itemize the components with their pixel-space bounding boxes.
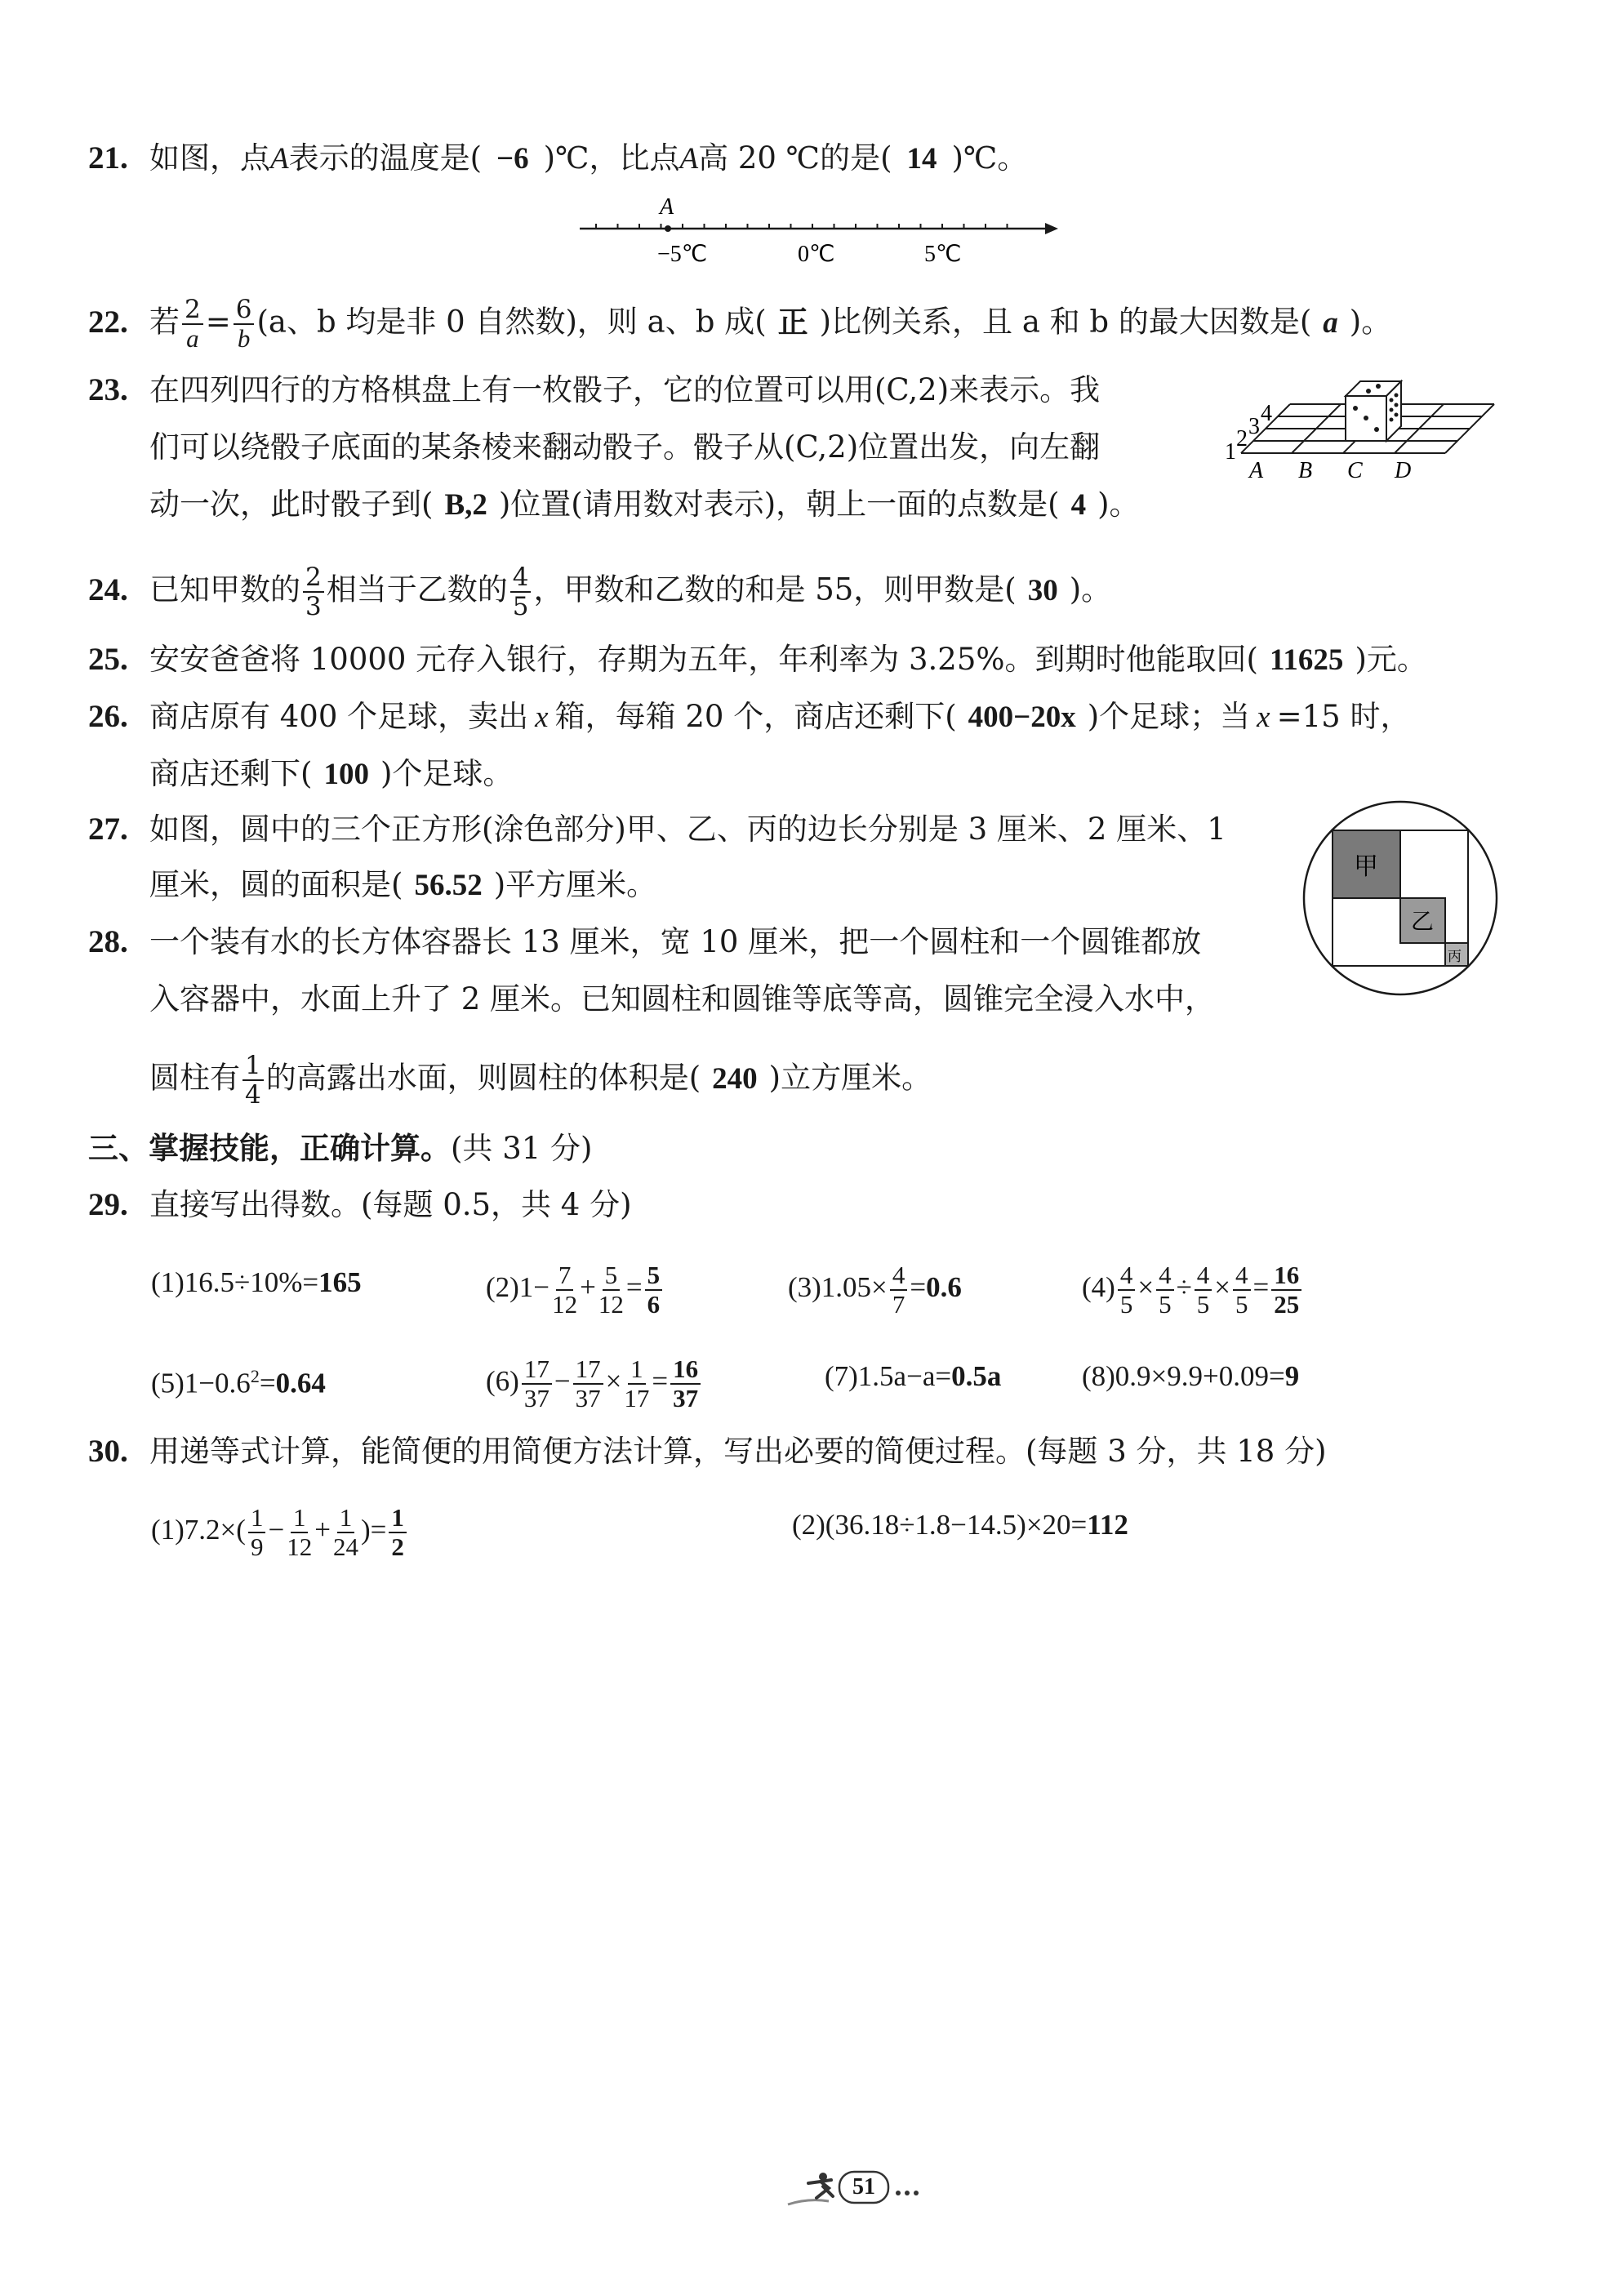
question-28: 28. 一个装有水的长方体容器长 13 厘米，宽 10 厘米，把一个圆柱和一个圆锥都放 xyxy=(88,921,1201,963)
question-25: 25. 安安爸爸将 10000 元存入银行，存期为五年，年利率为 3.25%。到期时他能取回( 11625 )元。 xyxy=(88,638,1427,682)
question-30: 30. 用递等式计算，能简便的用简便方法计算，写出必要的简便过程。(每题 3 分，共 18 分) xyxy=(88,1430,1327,1473)
svg-text:丙: 丙 xyxy=(1448,949,1462,964)
fraction: $\frac{2}{a}$ xyxy=(182,296,203,353)
answer: −6 xyxy=(496,142,529,176)
fraction: $\frac{2}{3}$ xyxy=(303,563,324,621)
answer: B,2 xyxy=(444,488,487,522)
fraction: $\frac{6}{b}$ xyxy=(234,296,255,353)
calc-item-5: $(5)1-0.6^2=0.64$ xyxy=(151,1366,326,1399)
question-number: 23. xyxy=(88,372,128,407)
question-27: 27. 如图，圆中的三个正方形(涂色部分)甲、乙、丙的边长分别是 3 厘米、2 厘米、1 xyxy=(88,808,1226,851)
svg-text:甲: 甲 xyxy=(1354,853,1378,880)
dice-grid-diagram xyxy=(1225,359,1502,482)
answer: 30 xyxy=(1027,573,1058,607)
answer: 240 xyxy=(712,1061,758,1096)
tick-label: −5℃ xyxy=(657,242,708,267)
answer: 100 xyxy=(323,758,369,791)
row-label: 4 xyxy=(1261,401,1272,426)
fraction: $\frac{1}{4}$ xyxy=(242,1052,264,1109)
calc-item-7: (7)1.5a−a=0.5a xyxy=(825,1360,1002,1392)
point-a xyxy=(665,225,671,232)
question-number: 21. xyxy=(88,140,128,176)
section-heading: 三、掌握技能，正确计算。(共 31 分) xyxy=(88,1130,593,1166)
row-label: 1 xyxy=(1225,439,1236,465)
question-29: 29. 直接写出得数。(每题 0.5，共 4 分) xyxy=(88,1184,632,1226)
calc-item-30-1: (1)7.2×( $\frac{1}{9}$ − $\frac{1}{12}$ + $\frac{1}{24}$ )= $\frac{1}{2}$ xyxy=(151,1504,409,1561)
calc-item-2: (2)1− $\frac{7}{12}$ + $\frac{5}{12}$ = $\frac{5}{6}$ xyxy=(486,1261,665,1319)
row-label: 3 xyxy=(1248,414,1260,439)
row-label: 2 xyxy=(1236,426,1248,452)
calc-item-4: (4) $\frac{4}{5}$ × $\frac{4}{5}$ ÷ $\frac{4}{5}$ × $\frac{4}{5}$ = $\frac{16}{25}$ xyxy=(1082,1261,1304,1319)
calc-item-8: (8)0.9×9.9+0.09=9 xyxy=(1082,1360,1300,1392)
calc-item-3: (3)1.05× $\frac{4}{7}$ =0.6 xyxy=(788,1261,962,1319)
answer: 11625 xyxy=(1269,643,1344,677)
question-number: 27. xyxy=(88,812,128,847)
fraction: $\frac{4}{5}$ xyxy=(510,563,532,621)
answer: 400−20x xyxy=(968,701,1076,734)
point-label: A xyxy=(660,196,674,220)
col-label: A xyxy=(1249,458,1264,482)
number-line-diagram xyxy=(572,196,1061,269)
question-24: 24. 已知甲数的 $\frac{2}{3}$ 相当于乙数的 $\frac{4}{5}$ ，甲数和乙数的和是 55，则甲数是( 30 )。 xyxy=(88,563,1112,621)
question-number: 24. xyxy=(88,572,128,607)
col-label: D xyxy=(1395,458,1412,482)
col-label: C xyxy=(1347,458,1363,482)
answer: a xyxy=(1323,305,1338,340)
question-number: 26. xyxy=(88,699,128,734)
question-21: 21. 如图，点A表示的温度是( −6 )℃，比点A高 20 ℃的是( 14 )℃。 xyxy=(88,137,1027,180)
question-26: 26. 商店原有 400 个足球，卖出 x 箱，每箱 20 个，商店还剩下( 400−20x )个足球；当 x =15 时， xyxy=(88,696,1410,739)
question-22: 22. 若 $\frac{2}{a}$ = $\frac{6}{b}$ (a、b 均是非 0 自然数)，则 a、b 成( 正 )比例关系，且 a 和 b 的最大因数是( a )。 xyxy=(88,295,1392,353)
tick-label: 0℃ xyxy=(798,242,835,267)
answer: 4 xyxy=(1070,488,1087,522)
calc-item-30-2: (2)(36.18÷1.8−14.5)×20=112 xyxy=(792,1509,1128,1541)
question-number: 30. xyxy=(88,1434,128,1469)
page-number: 51 xyxy=(852,2174,875,2200)
answer: 14 xyxy=(906,142,937,176)
question-23: 23. 在四列四行的方格棋盘上有一枚骰子，它的位置可以用(C,2)来表示。我 xyxy=(88,369,1100,411)
page-footer xyxy=(784,2165,963,2214)
question-number: 29. xyxy=(88,1187,128,1222)
question-number: 22. xyxy=(88,304,128,340)
tick-label: 5℃ xyxy=(924,242,962,267)
calc-item-6: (6) $\frac{17}{37}$ − $\frac{17}{37}$ × $\frac{1}{17}$ = $\frac{16}{37}$ xyxy=(486,1355,703,1412)
question-number: 25. xyxy=(88,642,128,677)
circle-squares-diagram xyxy=(1298,796,1502,1000)
answer: 正 xyxy=(777,305,808,340)
question-number: 28. xyxy=(88,924,128,959)
answer: 56.52 xyxy=(414,869,483,902)
calc-item-1: (1)16.5÷10%=165 xyxy=(151,1266,362,1298)
col-label: B xyxy=(1298,458,1313,482)
svg-text:乙: 乙 xyxy=(1411,910,1435,935)
